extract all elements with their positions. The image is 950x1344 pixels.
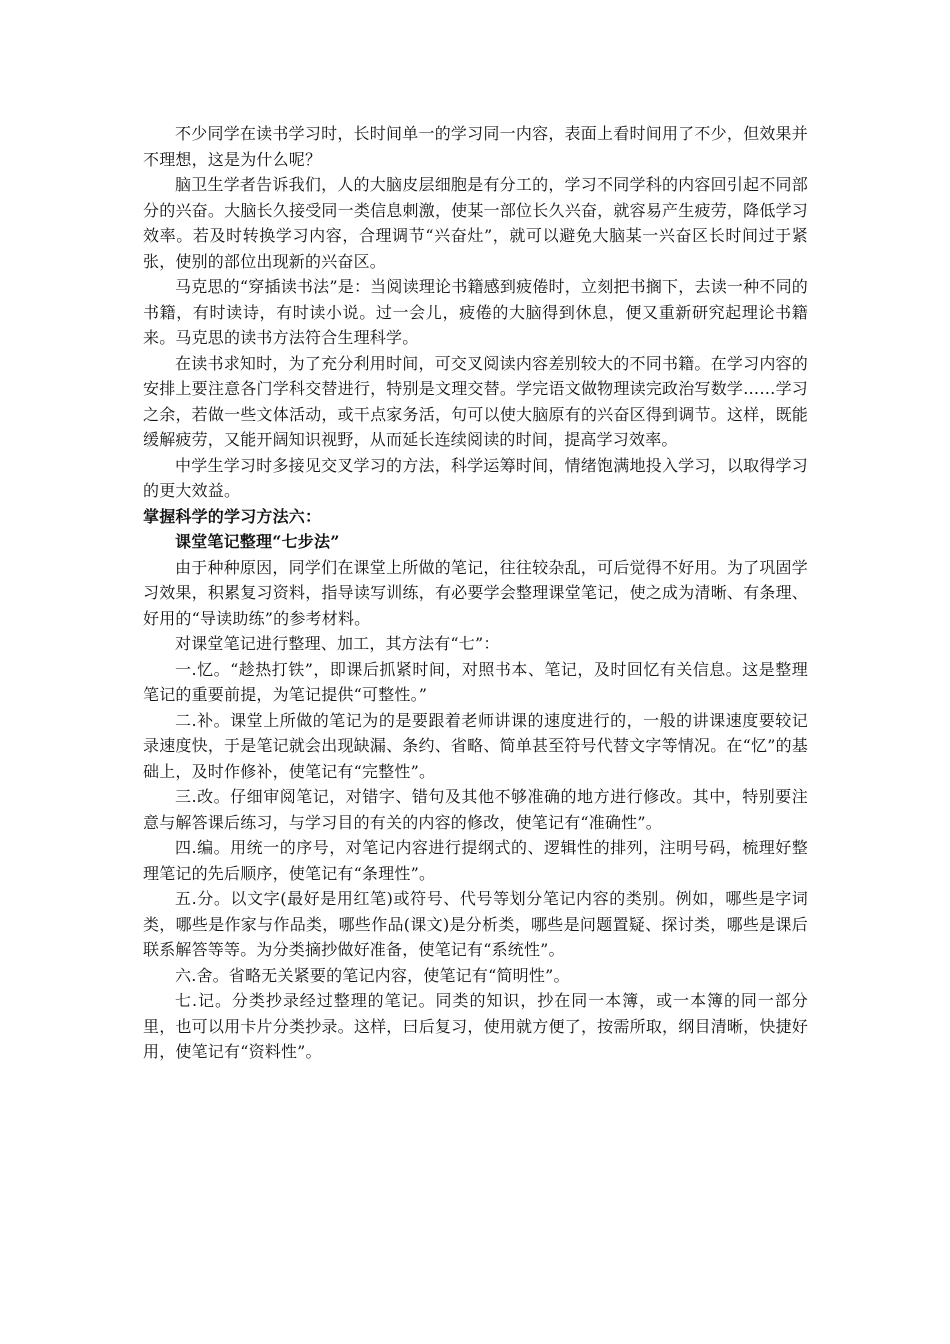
- document-page: [143, 121, 808, 1065]
- step-organize: 四.编。用统一的序号，对笔记内容进行提纲式的、逻辑性的排列，注明号码，梳理好整理笔记的先后顺序，使笔记有“条理性”。: [143, 838, 808, 883]
- section-heading: 掌握科学的学习方法六：: [143, 506, 322, 526]
- step-classify: 五.分。以文字(最好是用红笔)或符号、代号等划分笔记内容的类别。例如，哪些是字词类，哪些是作家与作品类，哪些作品(课文)是分析类，哪些是问题置疑、探讨类，哪些是课后联系解答等等。为分类摘抄做好准备，使笔记有“系统性”。: [143, 889, 808, 959]
- paragraph-conclusion: 中学生学习时多接见交叉学习的方法，科学运筹时间，情绪饱满地投入学习，以取得学习的更大效益。: [143, 455, 808, 500]
- step-omit: 六.舍。省略无关紧要的笔记内容，使笔记有“简明性”。: [175, 965, 570, 985]
- step-recall: 一.忆。“趁热打铁”，即课后抓紧时间，对照书本、笔记，及时回忆有关信息。这是整理笔记的重要前提，为笔记提供“可整性。”: [143, 659, 808, 704]
- step-supplement: 二.补。课堂上所做的笔记为的是要跟着老师讲课的速度进行的，一般的讲课速度要较记录速度快，于是笔记就会出现缺漏、条约、省略、简单甚至符号代替文字等情况。在“忆”的基础上，及时作修补，使笔记有“完整性”。: [143, 710, 808, 781]
- paragraph-seven-methods: 对课堂笔记进行整理、加工，其方法有“七”：: [175, 634, 500, 653]
- step-correct: 三.改。仔细审阅笔记，对错字、错句及其他不够准确的地方进行修改。其中，特别要注意与解答课后练习，与学习目的有关的内容的修改，使笔记有“准确性”。: [143, 787, 808, 832]
- paragraph-marx-method: 马克思的“穿插读书法”是：当阅读理论书籍感到疲倦时，立刻把书搁下，去读一种不同的书籍，有时读诗，有时读小说。过一会儿，疲倦的大脑得到休息，便又重新研究起理论书籍来。马克思的读书方法符合生理科学。: [143, 277, 808, 347]
- section-subheading: 课堂笔记整理“七步法”: [175, 532, 340, 551]
- paragraph-notes-intro: 由于种种原因，同学们在课堂上所做的笔记，往往较杂乱，可后觉得不好用。为了巩固学习效果，积累复习资料，指导读写训练，有必要学会整理课堂笔记，使之成为清晰、有条理、好用的“导读助练”的参考材料。: [143, 557, 808, 628]
- step-record: 七.记。分类抄录经过整理的笔记。同类的知识，抄在同一本簿，或一本簿的同一部分里，也可以用卡片分类抄录。这样，曰后复习，使用就方便了，按需所取，纲目清晰，快捷好用，使笔记有“资料性”。: [143, 991, 808, 1061]
- paragraph-question: 不少同学在读书学习时，长时间单一的学习同一内容，表面上看时间用了不少，但效果并不理想，这是为什么呢？: [143, 124, 808, 169]
- paragraph-cross-reading: 在读书求知时，为了充分利用时间，可交叉阅读内容差别较大的不同书籍。在学习内容的安排上要注意各门学科交替进行，特别是文理交替。学完语文做物理读完政治写数学……学习之余，若做一些文体活动，或干点家务活，句可以使大脑原有的兴奋区得到调节。这样，既能缓解疲劳，又能开阔知识视野，从而延长连续阅读的时间，提高学习效率。: [143, 353, 808, 449]
- paragraph-brain-hygiene: 脑卫生学者告诉我们，人的大脑皮层细胞是有分工的，学习不同学科的内容回引起不同部分的兴奋。大脑长久接受同一类信息刺激，使某一部位长久兴奋，就容易产生疲劳，降低学习效率。若及时转换学习内容，合理调节“兴奋灶”，就可以避免大脑某一兴奋区长时间过于紧张，使别的部位出现新的兴奋区。: [143, 175, 808, 271]
